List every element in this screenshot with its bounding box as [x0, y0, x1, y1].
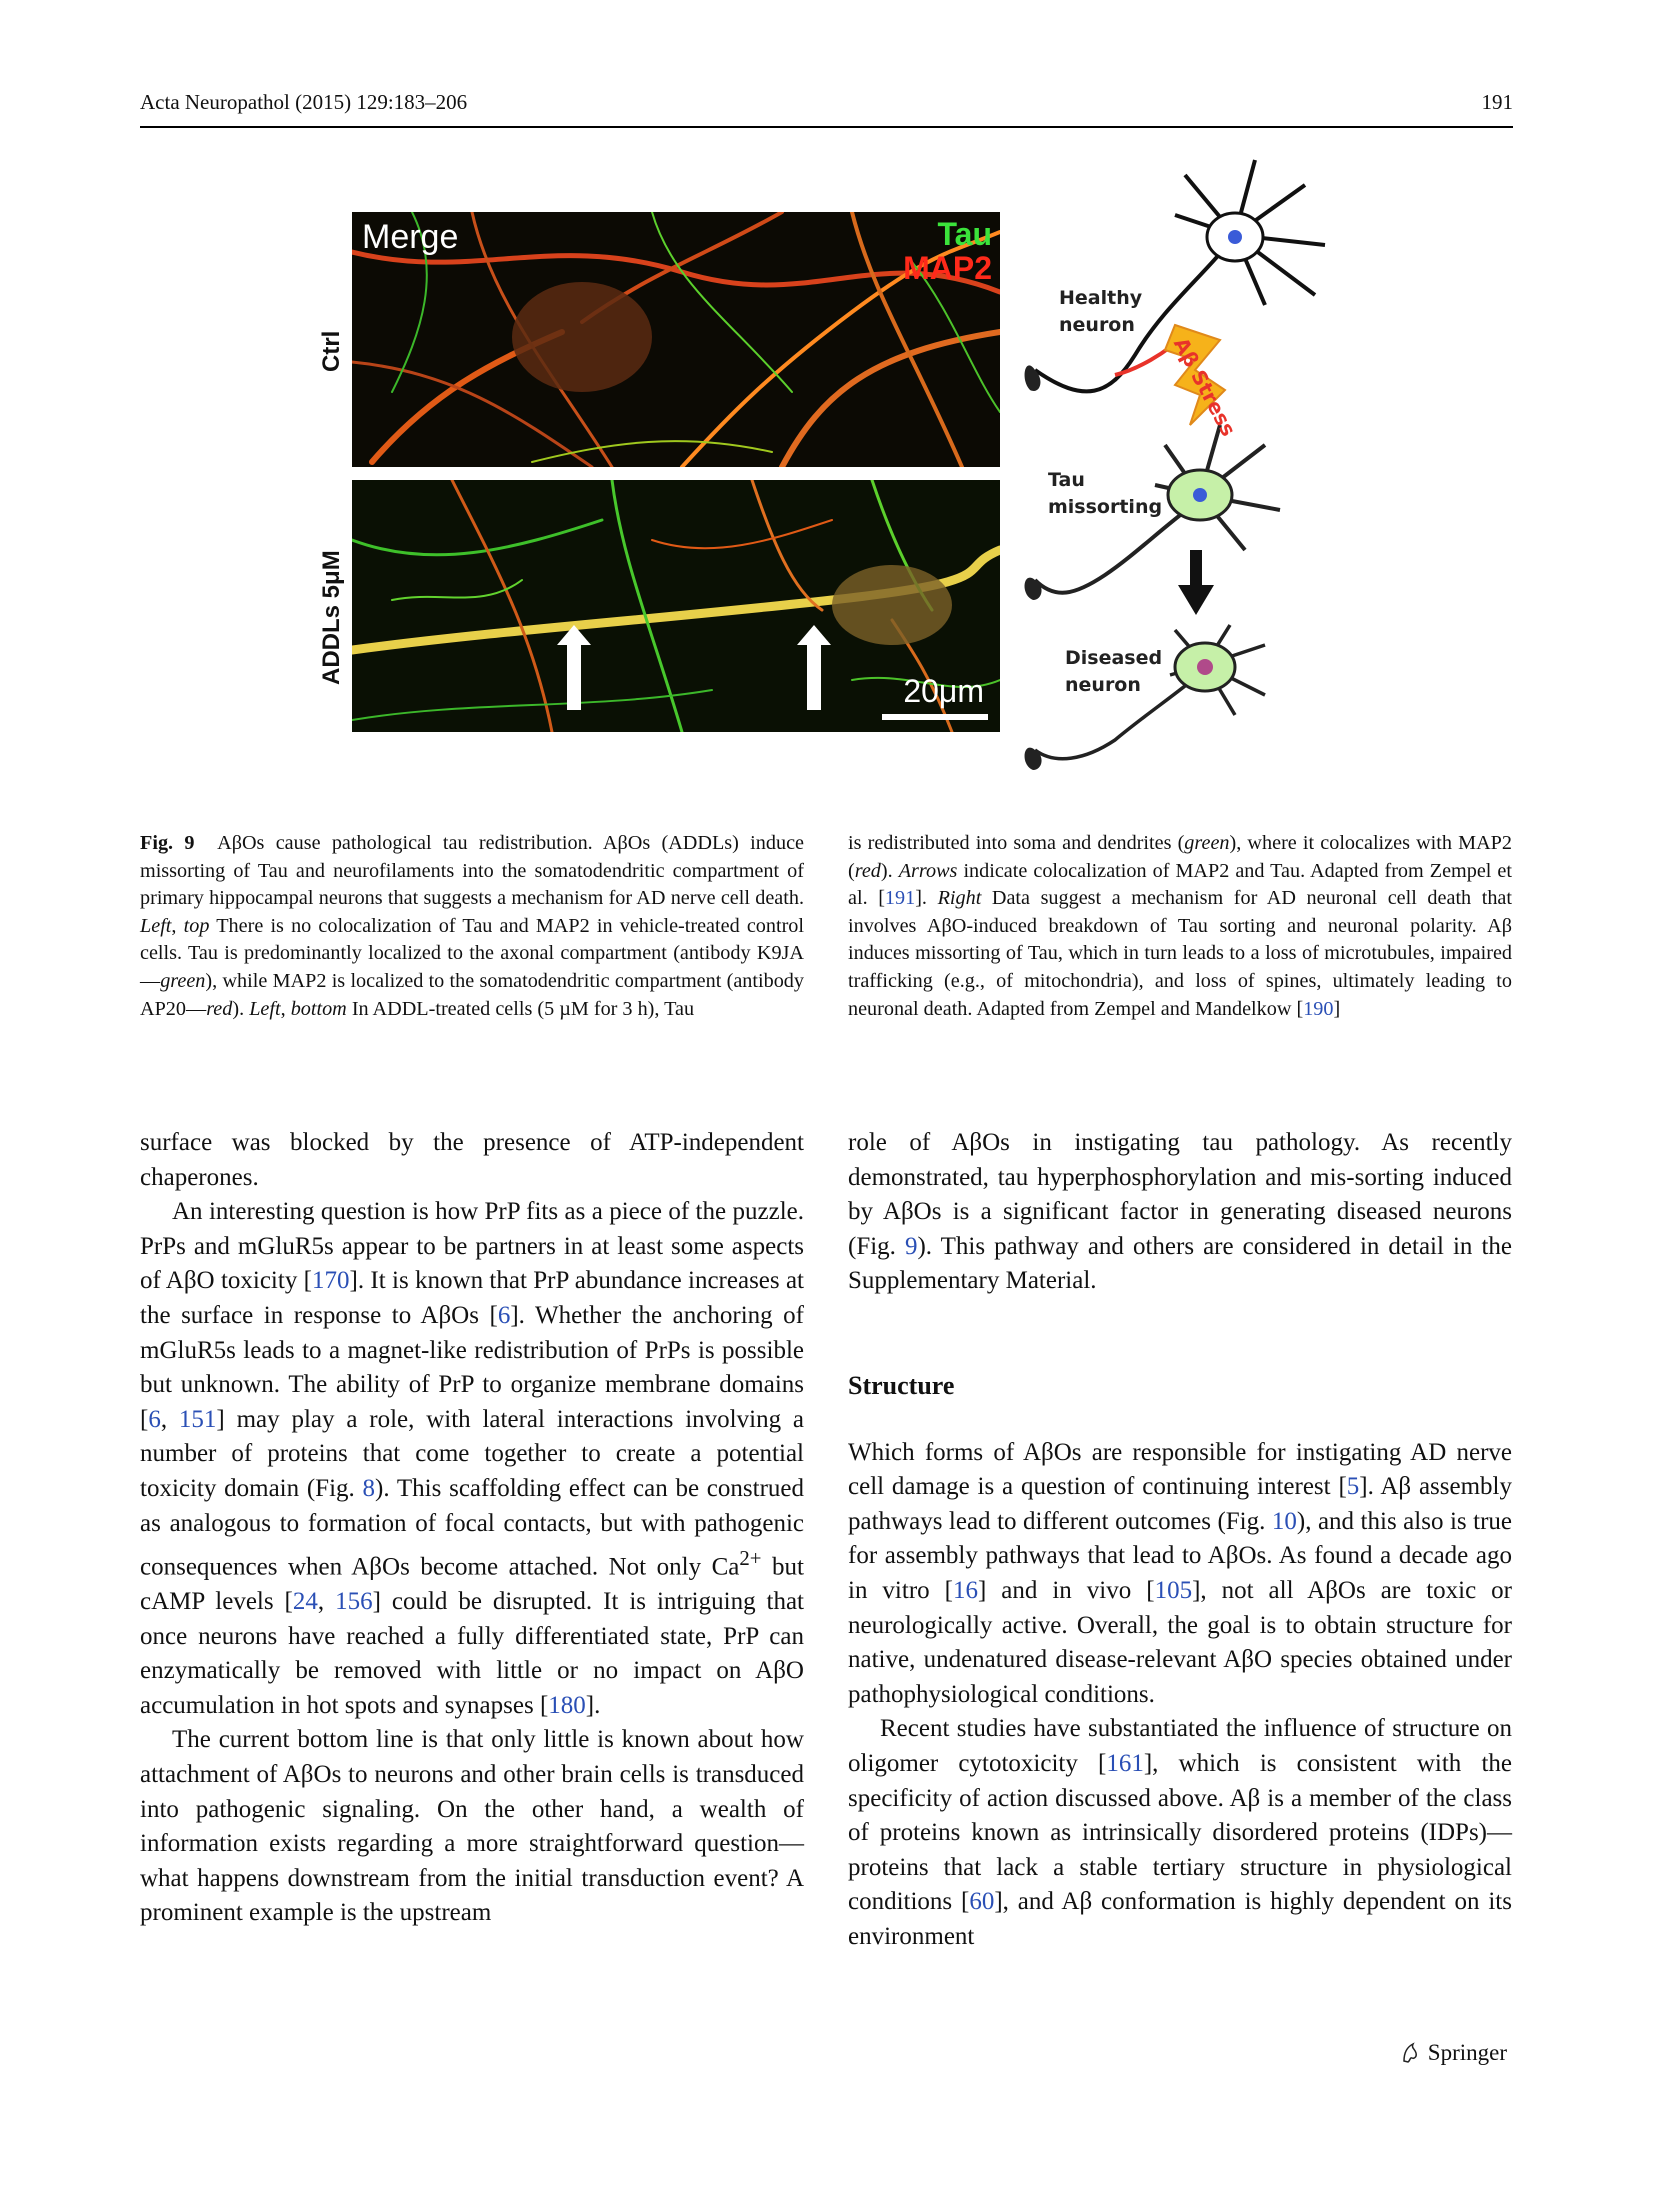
citation-link[interactable]: 190	[1303, 997, 1334, 1020]
text-run: Left	[249, 997, 281, 1020]
text-run: ]. It is known that PrP abundance increases at the surface in response to AβOs [	[140, 1267, 805, 1329]
neuron-schematic	[1015, 155, 1355, 795]
citation-link[interactable]: 170	[312, 1267, 350, 1295]
stress-abeta: Aβ	[1168, 333, 1205, 372]
text-run: ]. Whether the anchoring of mGluR5s leads to a magnet-like redistribution of PrPs is possible but unknown. The ability of PrP to organize membrane domains [	[140, 1301, 804, 1433]
text-run: ] may play a role, with lateral interactions involving a number of proteins that come together to create a potential toxicity domain (Fig.	[140, 1405, 804, 1502]
diseased-neuron-label	[1065, 645, 1162, 699]
text-run: AβOs cause pathological tau redistribution. AβOs (ADDLs) induce missorting of Tau and neurofilaments into the somatodendritic compartment of primary hippocampal neurons that suggests a mechanism for AD nerve cell death.	[140, 832, 804, 910]
figure-caption-right	[848, 830, 1512, 1023]
journal-citation: Acta Neuropathol (2015) 129:183–206	[140, 90, 468, 114]
text-run: ].	[585, 1691, 601, 1719]
paragraph	[140, 1723, 804, 1931]
citation-link[interactable]: 5	[1346, 1473, 1360, 1501]
figure-caption-left	[140, 830, 804, 1023]
text-run: role of AβOs in instigating tau pathology. As recently demonstrated, tau hyperphosphorylation and mis-sorting induced by AβOs is a significant factor in generating diseased neurons (Fig.	[848, 1129, 1512, 1260]
citation-link[interactable]: 151	[178, 1405, 217, 1433]
healthy-label-line1: Healthy	[1059, 287, 1143, 309]
paragraph	[140, 1195, 804, 1723]
missorting-line2: missorting	[1048, 496, 1163, 518]
citation-link[interactable]: 9	[904, 1232, 918, 1260]
text-run: indicate colocalization of MAP2 and Tau. Adapted from Zempel et al. [	[848, 859, 1512, 910]
citation-link[interactable]: 180	[548, 1691, 586, 1719]
text-run: ], not all AβOs are toxic or neurologically active. Overall, the goal is to obtain structure for native, undenatured disease-relevant AβO species obtained under pathophysiological conditions.	[848, 1576, 1512, 1708]
text-run: ). This pathway and others are considered in detail in the Supplementary Material.	[848, 1232, 1512, 1295]
text-run: red	[854, 859, 881, 882]
text-run: ), where it colocalizes with MAP2 (	[848, 832, 1512, 882]
text-run: Which forms of AβOs are responsible for instigating AD nerve cell damage is a question of continuing interest [	[848, 1438, 1512, 1501]
citation-link[interactable]: 161	[1106, 1749, 1144, 1777]
text-run: bottom	[290, 997, 347, 1020]
text-run: ), while MAP2 is localized to the somatodendritic compartment (antibody AP20—	[140, 969, 804, 1020]
micrograph-control	[352, 212, 1000, 467]
text-run: The current bottom line is that only little is known about how attachment of AβOs to neurons and other brain cells is transduced into pathogenic signaling. On the other hand, a wealth of information exists regarding a more straightforward question—what happens downstream from the initial transduction event? A prominent example is the upstream	[140, 1726, 804, 1927]
text-run: red	[206, 997, 233, 1020]
text-run: surface was blocked by the presence of ATP-independent chaperones.	[140, 1129, 804, 1191]
citation-link[interactable]: 156	[335, 1588, 373, 1616]
diseased-line2: neuron	[1065, 674, 1141, 696]
text-run: ), and this also is true for assembly pathways that lead to AβOs. As found a decade ago in vitro [	[848, 1507, 1512, 1604]
body-column-left	[140, 1126, 804, 1931]
missorting-line1: Tau	[1048, 469, 1085, 491]
tau-channel-label: Tau	[937, 216, 992, 252]
text-run: ] could be disrupted. It is intriguing that once neurons have reached a fully differentiated state, PrP can enzymatically be removed with little or no impact on AβO accumulation in hot spots and synapses [	[140, 1588, 804, 1719]
text-run: In ADDL-treated cells (5 µM for 3 h), Tau	[346, 997, 695, 1020]
citation-link[interactable]: 6	[148, 1405, 161, 1433]
paragraph	[848, 1126, 1512, 1299]
stress-word: Stress	[1186, 365, 1241, 441]
paragraph	[848, 1436, 1512, 1713]
citation-link[interactable]: 24	[292, 1588, 318, 1616]
paragraph	[140, 1126, 804, 1195]
text-run: There is no colocalization of Tau and MAP2 in vehicle-treated control cells. Tau is predominantly localized to the axonal compartment (antibody K9JA—	[140, 914, 805, 992]
text-run: Arrows	[898, 859, 958, 882]
text-run: is redistributed into soma and dendrites (	[848, 832, 1185, 854]
citation-link[interactable]: 60	[969, 1888, 995, 1916]
scale-bar-label: 20μm	[903, 673, 984, 709]
citation-link[interactable]: 105	[1154, 1576, 1193, 1604]
diseased-line1: Diseased	[1065, 647, 1163, 669]
text-run: ,	[160, 1405, 179, 1433]
text-run: ).	[232, 997, 250, 1020]
citation-link[interactable]: 16	[952, 1576, 978, 1604]
citation-link[interactable]: 6	[497, 1301, 511, 1329]
page-number: 191	[1481, 90, 1513, 114]
text-run: ).	[880, 859, 899, 882]
text-run: ] and in vivo [	[977, 1576, 1155, 1604]
tau-missorting-label	[1048, 467, 1162, 521]
text-run: ]. Aβ assembly pathways lead to different outcomes (Fig.	[848, 1473, 1512, 1535]
text-run: ,	[280, 997, 291, 1020]
text-run: Data suggest a mechanism for AD neuronal cell death that involves AβO-induced breakdown of Tau sorting and neuronal polarity. Aβ induces missorting of Tau, which in turn leads to a loss of microtubules, impaired trafficking (e.g., of mitochondria), and loss of spines, ultimately leading to neuronal death. Adapted from Zempel and Mandelkow [	[848, 887, 1512, 1020]
text-run: Right	[937, 887, 982, 910]
body-column-right	[848, 1126, 1512, 1954]
text-run: ], which is consistent with the specificity of action discussed above. Aβ is a member of the class of proteins known as intrinsically disordered proteins (IDPs)—proteins that lack a stable tertiary structure in physiological conditions [	[848, 1749, 1512, 1916]
text-run: ,	[171, 914, 184, 937]
text-run: Recent studies have substantiated the influence of structure on oligomer cytotoxicity [	[848, 1715, 1512, 1777]
citation-link[interactable]: 191	[884, 887, 916, 910]
text-run: 2+	[739, 1546, 762, 1571]
healthy-neuron-label	[1059, 285, 1142, 339]
row-label-addls: ADDLs 5μM	[318, 550, 345, 685]
text-run: ]	[1333, 997, 1341, 1020]
merge-label: Merge	[362, 218, 459, 256]
text-run: but cAMP levels [	[140, 1553, 804, 1616]
text-run: Left	[140, 914, 172, 937]
scale-bar	[882, 714, 988, 720]
publisher-name: Springer	[1427, 2040, 1507, 2065]
section-title: Structure	[848, 1370, 955, 1400]
text-run: ].	[915, 887, 938, 910]
paragraph	[848, 1712, 1512, 1954]
text-run: ], and Aβ conformation is highly dependent on its environment	[848, 1888, 1512, 1950]
text-run: ,	[317, 1588, 336, 1616]
text-run: green	[1184, 832, 1230, 854]
healthy-label-line2: neuron	[1059, 314, 1135, 336]
citation-link[interactable]: 8	[362, 1474, 376, 1502]
text-run: An interesting question is how PrP fits as a piece of the puzzle. PrPs and mGluR5s appear to be partners in at least some aspects of AβO toxicity [	[140, 1198, 804, 1295]
citation-link[interactable]: 10	[1271, 1507, 1297, 1535]
text-run: green	[160, 969, 206, 992]
map2-channel-label: MAP2	[903, 250, 992, 286]
row-label-ctrl: Ctrl	[318, 330, 345, 372]
text-run: ). This scaffolding effect can be construed as analogous to formation of focal contacts, but with pathogenic consequences when AβOs become attached. Not only Ca	[140, 1474, 804, 1581]
publisher-logo	[1398, 2040, 1507, 2066]
springer-horse-icon	[1398, 2041, 1422, 2065]
caption-left-text	[140, 832, 804, 1020]
figure-label: Fig. 9	[140, 832, 195, 854]
running-header	[140, 88, 1513, 128]
text-run: top	[183, 914, 210, 937]
micrograph-addls	[352, 480, 1000, 732]
